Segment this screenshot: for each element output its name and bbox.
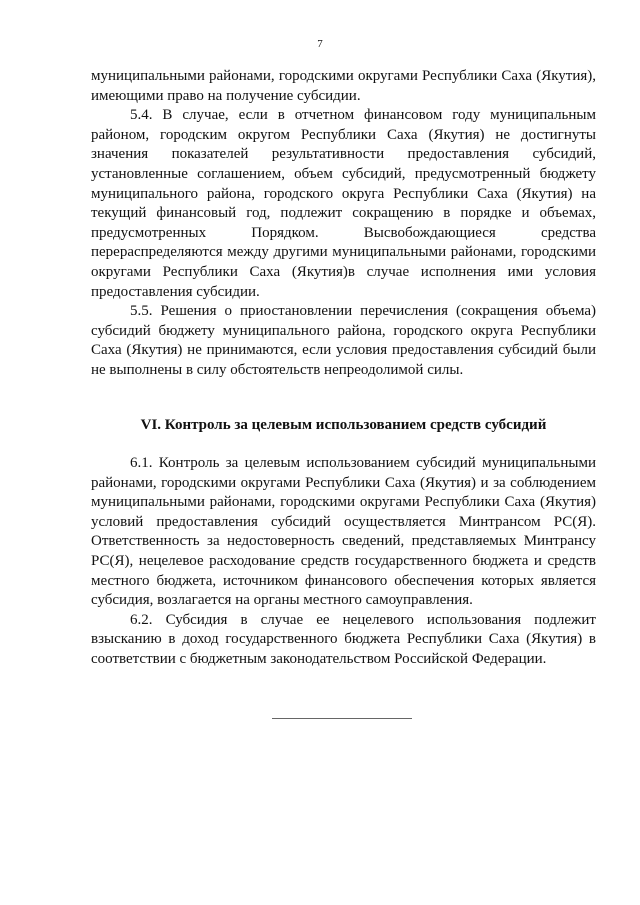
section-5-continuation (91, 67, 596, 381)
paragraph: 5.4. В случае, если в отчетном финансовом году муниципальным районом, городским округом Республики Саха (Якутия) не достигнуты значения показателей результативности предоставления субсидий, установленные соглашением, объем субсидий, предусмотренный бюджету муниципального района, городского округа Республики Саха (Якутия) на текущий финансовый год, подлежит сокращению в порядке и объемах, предусмотренных Порядком. Высвобождающиеся средства перераспределяются между другими муниципальными районами, городскими округами Республики Саха (Якутия)в случае исполнения ими условия предоставления субсидии. (91, 107, 596, 300)
paragraph: 6.2. Субсидия в случае ее нецелевого использования подлежит взысканию в доход государственного бюджета Республики Саха (Якутия) в соответствии с бюджетным законодательством Российской Федерации. (91, 611, 596, 668)
paragraph: муниципальными районами, городскими округами Республики Саха (Якутия), имеющими право на получение субсидии. (91, 68, 596, 104)
document-body (91, 67, 596, 670)
end-of-text-rule (272, 718, 412, 719)
section-6-body (91, 454, 596, 670)
page-number: 7 (317, 38, 323, 50)
section-heading: VI. Контроль за целевым использованием средств субсидий (140, 416, 547, 433)
paragraph: 5.5. Решения о приостановлении перечисления (сокращения объема) субсидий бюджету муниципального района, городского округа Республики Саха (Якутия) не принимаются, если условия предоставления субсидий были не выполнены в силу обстоятельств непреодолимой силы. (91, 303, 596, 378)
paragraph: 6.1. Контроль за целевым использованием субсидий муниципальными районами, городскими округами Республики Саха (Якутия) и за соблюдением муниципальными районами, городскими округами Республики Саха (Якутия) условий предоставления субсидий осуществляется Минтрансом РС(Я). Ответственность за недостоверность сведений, представляемых Минтрансу РС(Я), нецелевое расходование средств государственного бюджета и средств местного бюджета, источником финансового обеспечения которых является субсидия, возлагается на органы местного самоуправления. (91, 455, 596, 609)
